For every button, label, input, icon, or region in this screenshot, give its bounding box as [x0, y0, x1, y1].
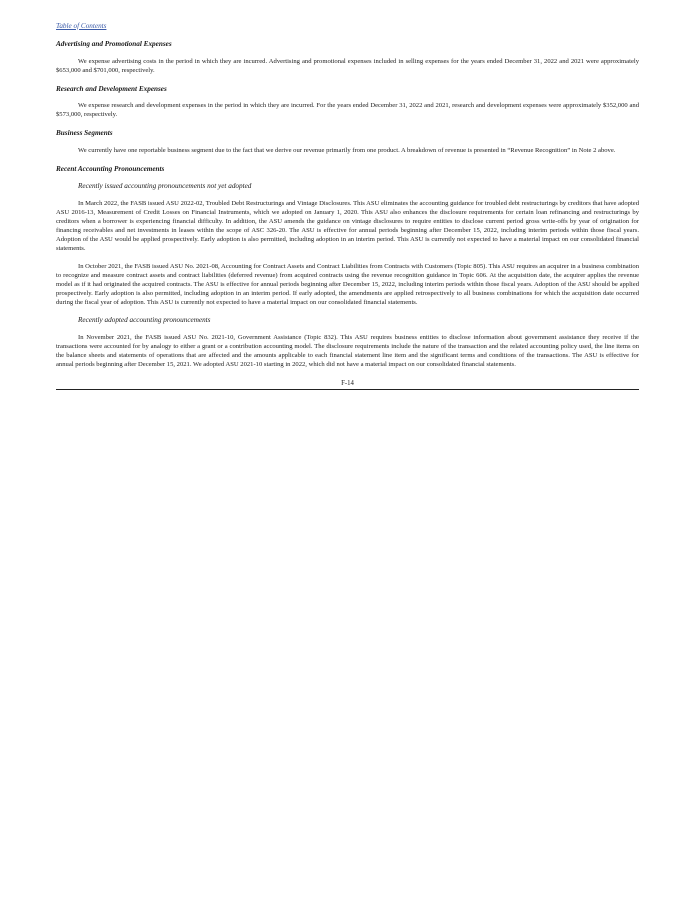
advertising-heading: Advertising and Promotional Expenses — [56, 40, 172, 48]
document-page — [56, 22, 639, 390]
table-of-contents-link[interactable]: Table of Contents — [56, 22, 107, 30]
asu-2022-02-paragraph: In March 2022, the FASB issued ASU 2022-02, Troubled Debt Restructurings and Vintage Disclosures. This ASU eliminates the accounting guidance for troubled debt restructurings by creditors that have adopted ASU 2016-13, Measurement of Credit Losses on Financial Instruments, which we adopted on January 1, 2020. This ASU also enhances the disclosure requirements for certain loan refinancing and restructurings by creditors when a borrower is experiencing financial difficulty. In addition, the ASU amends the guidance on vintage disclosures to require entities to disclose current period gross write-offs by year of origination for financing receivables and net investments in leases within the scope of ASC 326-20. The ASU is effective for annual periods beginning after December 15, 2022, including interim periods within those fiscal years. Adoption of the ASU would be applied prospectively. Early adoption is also permitted, including adoption in an interim period. This ASU is currently not expected to have a material impact on our consolidated financial statements. — [56, 199, 639, 252]
segments-paragraph: We currently have one reportable business segment due to the fact that we derive our revenue primarily from one product. A breakdown of revenue is presented in “Revenue Recognition” in Note 2 above. — [78, 146, 616, 154]
page-number: F-14 — [341, 379, 354, 387]
research-paragraph: We expense research and development expenses in the period in which they are incurred. For the years ended December 31, 2022 and 2021, research and development expenses were approximately $352,000 and $573,000, respectively. — [56, 102, 639, 119]
research-heading: Research and Development Expenses — [56, 84, 167, 93]
recently-adopted-subheading: Recently adopted accounting pronouncements — [78, 316, 211, 325]
advertising-paragraph: We expense advertising costs in the period in which they are incurred. Advertising and promotional expenses included in selling expenses for the years ended December 31, 2022 and 2021 were approximately $653,000 and $701,000, respectively. — [56, 57, 639, 74]
not-yet-adopted-subheading: Recently issued accounting pronouncements not yet adopted — [78, 182, 252, 191]
asu-2021-08-paragraph: In October 2021, the FASB issued ASU No. 2021-08, Accounting for Contract Assets and Contract Liabilities from Contracts with Customers (Topic 805). This ASU requires an acquirer in a business combination to recognize and measure contract assets and contract liabilities (deferred revenue) from acquired contracts using the revenue recognition guidance in Topic 606. At the acquisition date, the acquirer applies the revenue model as if it had originated the acquired contracts. The ASU is effective for annual periods beginning after December 15, 2022, including interim periods within those fiscal years. Adoption of the ASU should be applied prospectively. Early adoption is also permitted, including adoption in an interim period. If early adopted, the amendments are applied retrospectively to all business combinations for which the acquisition date occurred during the fiscal year of adoption. This ASU is currently not expected to have a material impact on our consolidated financial statements. — [56, 262, 639, 306]
page-footer-rule — [56, 389, 639, 390]
asu-2021-10-paragraph: In November 2021, the FASB issued ASU No. 2021-10, Government Assistance (Topic 832). This ASU requires business entities to disclose information about government assistance they receive if the transactions were accounted for by analogy to either a grant or a contribution accounting model. The disclosure requirements include the nature of the transaction and the related accounting policy used, the line items on the balance sheets and statements of operations that are affected and the amounts applicable to each financial statement line item and the significant terms and conditions of the transactions. The ASU is effective for annual periods beginning after December 15, 2021. We adopted ASU 2021-10 starting in 2022, which did not have a material impact on our consolidated financial statements. — [56, 334, 639, 368]
recent-pronouncements-heading: Recent Accounting Pronouncements — [56, 164, 165, 173]
segments-heading: Business Segments — [56, 129, 113, 138]
